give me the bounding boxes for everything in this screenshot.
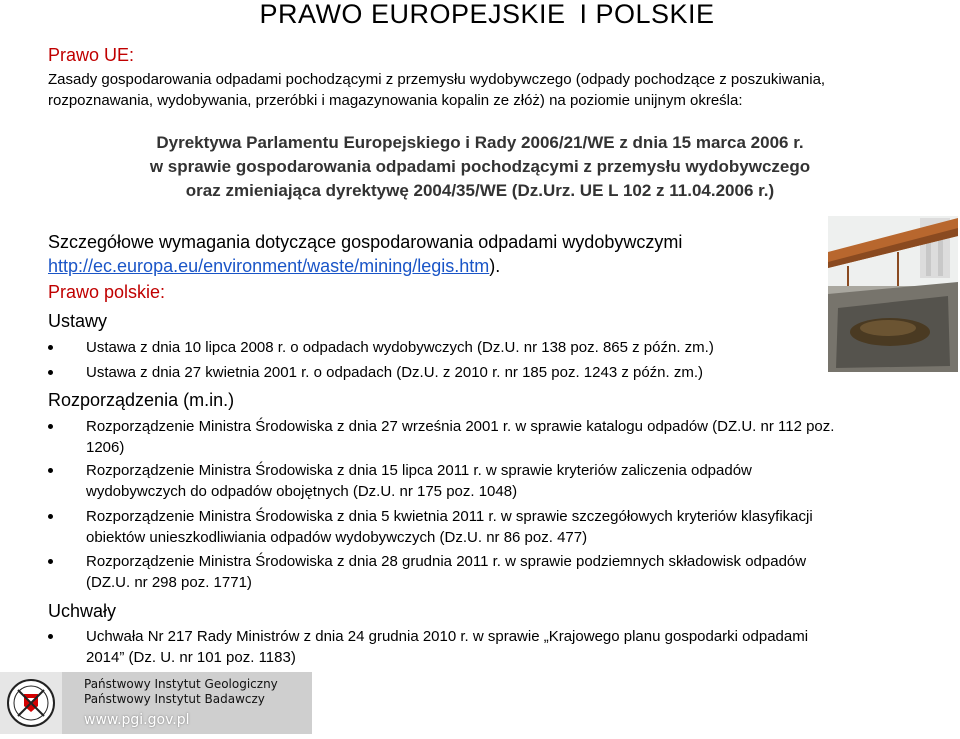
mining-waste-photo	[828, 216, 958, 372]
bullet-icon	[48, 634, 53, 639]
eu-intro-line2: rozpoznawania, wydobywania, przeróbki i magazynowania kopalin ze złóż) na poziomie unijnym określa:	[48, 92, 743, 109]
footer-institute-line2: Państwowy Instytut Badawczy	[84, 692, 265, 706]
page-title-part1: PRAWO EUROPEJSKIE	[259, 0, 566, 29]
eu-intro-line1: Zasady gospodarowania odpadami pochodzącymi z przemysłu wydobywczego (odpady pochodzące z poszukiwania,	[48, 71, 826, 88]
bullet-icon	[48, 370, 53, 375]
footer-website-link[interactable]: www.pgi.gov.pl	[84, 712, 190, 728]
page-title-part2: I POLSKIE	[579, 0, 715, 29]
page-title	[0, 0, 960, 28]
eu-law-heading: Prawo UE:	[48, 45, 135, 65]
directive-title-line3: oraz zmieniająca dyrektywę 2004/35/WE (Dz.Urz. UE L 102 z 11.04.2006 r.)	[185, 181, 775, 200]
mining-waste-illustration	[828, 216, 958, 372]
footer-institute-line1: Państwowy Instytut Geologiczny	[84, 677, 278, 691]
pgi-logo-icon	[0, 672, 62, 734]
regulations-heading: Rozporządzenia (m.in.)	[48, 390, 235, 410]
link-suffix: ).	[489, 256, 501, 276]
bullet-icon	[48, 345, 53, 350]
details-link-line	[48, 254, 500, 278]
bullet-icon	[48, 514, 53, 519]
directive-title-line2: w sprawie gospodarowania odpadami pochodzącymi z przemysłu wydobywczego	[149, 157, 811, 176]
details-text: Szczegółowe wymagania dotyczące gospodarowania odpadami wydobywczymi	[48, 232, 683, 252]
bullet-icon	[48, 559, 53, 564]
directive-title-line1: Dyrektywa Parlamentu Europejskiego i Rady 2006/21/WE z dnia 15 marca 2006 r.	[156, 133, 804, 152]
bullet-icon	[48, 468, 53, 473]
bullet-icon	[48, 424, 53, 429]
eu-legislation-link[interactable]: http://ec.europa.eu/environment/waste/mining/legis.htm	[48, 256, 490, 276]
statutes-heading: Ustawy	[48, 311, 108, 331]
polish-law-heading: Prawo polskie:	[48, 282, 166, 302]
resolutions-heading: Uchwały	[48, 601, 117, 621]
